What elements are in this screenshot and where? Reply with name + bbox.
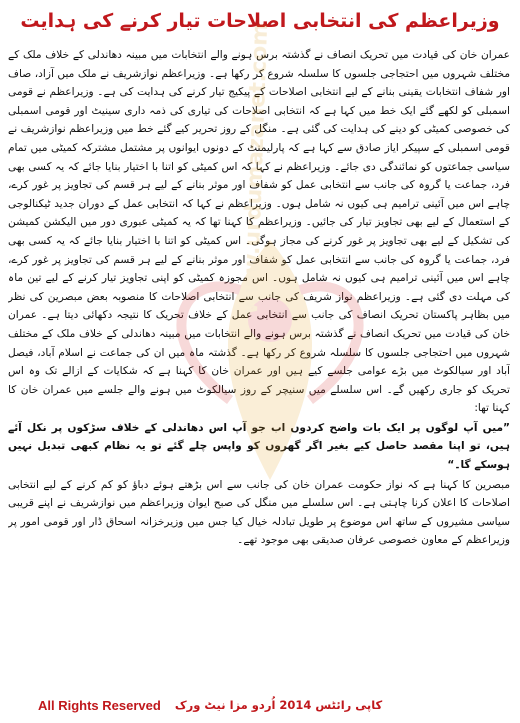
footer — [8, 694, 510, 716]
quoted-statement: ”میں آپ لوگوں پر ایک بات واضح کردوں اب جو آپ اس دھاندلی کے خلاف سڑکوں پر نکل آئے ہیں، تو اپنا مقصد حاصل کیے بغیر اگر گھروں کو واپس چلے گئے تو یہ نظام کبھی تبدیل نہیں ہوسکے گا۔“ — [8, 421, 510, 472]
article-body — [8, 22, 510, 666]
article-headline: وزیراعظم کی انتخابی اصلاحات تیار کرنے کی ہدایت — [20, 10, 500, 32]
rights-reserved-text: All Rights Reserved — [38, 697, 161, 713]
watermark-site-text: www.urdumazanet.com — [238, 22, 274, 315]
copyright-text: کاپی رائٹس 2014 اُردو مزا نیٹ ورک — [174, 698, 383, 712]
article-paragraph: مبصرین کا کہنا ہے کہ نواز حکومت عمران خان کی جانب سے اس بڑھتے ہوئے دباؤ کو کم کرنے کے لیے انتخابی اصلاحات کا اعلان کرنا چاہتی ہے۔ اس سلسلے میں منگل کی صبح ایوان وزیراعظم میں نوازشریف نے اپنے قریبی سیاسی مشیروں کے ساتھ اس موضوع پر طویل تبادلہ خیال کیا جس میں وزیرخزانہ اسحاق ڈار اور قومی امور پر وزیراعظم کے معاون خصوصی عرفان صدیقی بھی موجود تھے۔ — [8, 478, 510, 547]
article-paragraph: عمران خان کی قیادت میں تحریک انصاف نے گذشتہ برس ہونے والے انتخابات میں مبینہ دھاندلی کے خلاف ملک کے مختلف شہروں میں احتجاجی جلسوں کا سلسلہ شروع کر رکھا ہے۔ وزیراعظم نوازشریف نے ملک میں آزاد، صاف اور شفاف انتخابات یقینی بنانے کے لیے انتخابی اصلاحات کے پیکیج تیار کرنے کی ہدایت کی ہے۔ وزیراعظم نے قومی اسمبلی کو لکھے گئے ایک خط میں کہا ہے کہ انتخابی اصلاحات کی تیاری کی ذمہ داری سینیٹ اور قومی اسمبلی کی خصوصی کمیٹی کو دینے کی ہدایت کی گئی ہے۔ منگل کے روز تحریر کیے گئے خط میں وزیراعظم نوازشریف نے قومی اسمبلی کے سپیکر ایاز صادق سے کہا ہے کہ پارلیمنٹ کے دونوں ایوانوں پر مشتمل مشترکہ کمیٹی میں تمام سیاسی جماعتوں کو نمائندگی دی جائے۔ وزیراعظم نے کہا کہ اس کمیٹی کو اتنا با اختیار بنایا جائے کہ یہ کسی بھی فرد، جماعت یا گروہ کی جانب سے انتخابی عمل کو شفاف اور موثر بنانے کے لیے ہر قسم کی تجاویز پر غور کرے، چاہے اس میں آئینی ترامیم ہی کیوں نہ شامل ہوں۔ وزیراعظم نے کہا کہ انتخابی عمل کے دوران جدید ٹیکنالوجی کے استعمال کے لیے بھی تجاویز تیار کی جائیں۔ وزیراعظم کا کہنا تھا کہ یہ کمیٹی عبوری دور میں الیکشن کمیشن کی تشکیل کے لیے بھی تجاویز پر غور کرنے کی مجاز ہوگی۔ اس کمیٹی کو اتنا با اختیار بنایا جائے کہ یہ کسی بھی فرد، جماعت یا گروہ کی جانب سے انتخابی عمل کو شفاف اور موثر بنانے کے لیے ہر قسم کی تجاویز پر غور کرے، چاہے اس میں آئینی ترامیم ہی کیوں نہ شامل ہوں۔ اس مجوزہ کمیٹی کو اپنی تجاویز تیار کرنے کے لیے تین ماہ کی مہلت دی گئی ہے۔ وزیراعظم نواز شریف کی جانب سے انتخابی اصلاحات کا منصوبہ بعض مبصرین کی نظر میں بظاہر پاکستان تحریک انصاف کی جانب سے انتخابی عمل کے خلاف تحریک کا نتیجہ دکھائی دیتا ہے۔ عمران خان کی قیادت میں تحریک انصاف نے گذشتہ برس ہونے والے انتخابات میں مبینہ دھاندلی کے خلاف ملک کے مختلف شہروں میں احتجاجی جلسوں کا سلسلہ شروع کر رکھا ہے۔ گذشتہ ماہ میں ان کی جماعت نے اسلام آباد، فیصل آباد اور سیالکوٹ میں بڑے عوامی جلسے کیے ہیں اور عمران خان کا کہنا ہے کہ شکایات کے ازالے تک وہ اس تحریک کو جاری رکھیں گے۔ اس سلسلے میں سنیچر کے روز سیالکوٹ میں ہونے والے جلسے میں عمران خان کا کہنا تھا: — [8, 49, 510, 415]
